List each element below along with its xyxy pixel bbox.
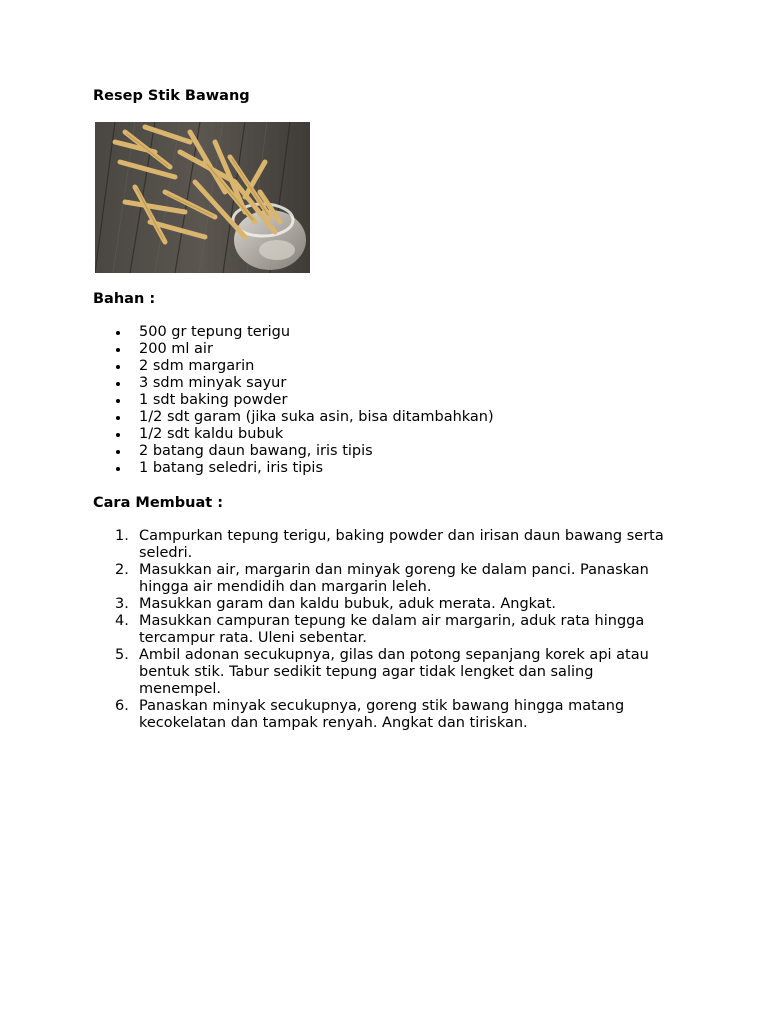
- step-item: [115, 698, 679, 732]
- step-text: Masukkan campuran tepung ke dalam air margarin, aduk rata hingga tercampur rata. Uleni sebentar.: [139, 613, 645, 646]
- step-number: 1.: [115, 528, 129, 544]
- onion-sticks-photo: [95, 122, 310, 273]
- ingredient-item: 2 sdm margarin: [139, 358, 693, 375]
- step-number: 5.: [115, 647, 129, 663]
- ingredient-item: 3 sdm minyak sayur: [139, 375, 693, 392]
- steps-list: [93, 528, 693, 732]
- step-item: [115, 596, 679, 613]
- document-page: [93, 87, 693, 732]
- step-text: Campurkan tepung terigu, baking powder dan irisan daun bawang serta seledri.: [139, 528, 664, 561]
- ingredient-item: 200 ml air: [139, 341, 693, 358]
- step-item: [115, 562, 679, 596]
- ingredients-heading: Bahan :: [93, 291, 156, 307]
- ingredient-item: 1/2 sdt kaldu bubuk: [139, 426, 693, 443]
- step-text: Masukkan air, margarin dan minyak goreng ke dalam panci. Panaskan hingga air mendidih dan margarin leleh.: [139, 562, 649, 595]
- step-number: 3.: [115, 596, 129, 612]
- ingredient-item: 1 batang seledri, iris tipis: [139, 460, 693, 477]
- step-item: [115, 613, 679, 647]
- ingredient-item: 1 sdt baking powder: [139, 392, 693, 409]
- step-text: Masukkan garam dan kaldu bubuk, aduk merata. Angkat.: [139, 596, 556, 612]
- step-item: [115, 647, 679, 698]
- ingredients-list: [93, 324, 693, 477]
- ingredient-item: 1/2 sdt garam (jika suka asin, bisa ditambahkan): [139, 409, 693, 426]
- step-text: Panaskan minyak secukupnya, goreng stik bawang hingga matang kecokelatan dan tampak renyah. Angkat dan tiriskan.: [139, 698, 625, 731]
- step-item: [115, 528, 679, 562]
- ingredient-item: 2 batang daun bawang, iris tipis: [139, 443, 693, 460]
- step-text: Ambil adonan secukupnya, gilas dan potong sepanjang korek api atau bentuk stik. Tabur sedikit tepung agar tidak lengket dan saling menempel.: [139, 647, 649, 697]
- step-number: 6.: [115, 698, 129, 714]
- step-number: 4.: [115, 613, 129, 629]
- steps-heading: Cara Membuat :: [93, 495, 224, 511]
- ingredient-item: 500 gr tepung terigu: [139, 324, 693, 341]
- recipe-title: Resep Stik Bawang: [93, 88, 250, 104]
- step-number: 2.: [115, 562, 129, 578]
